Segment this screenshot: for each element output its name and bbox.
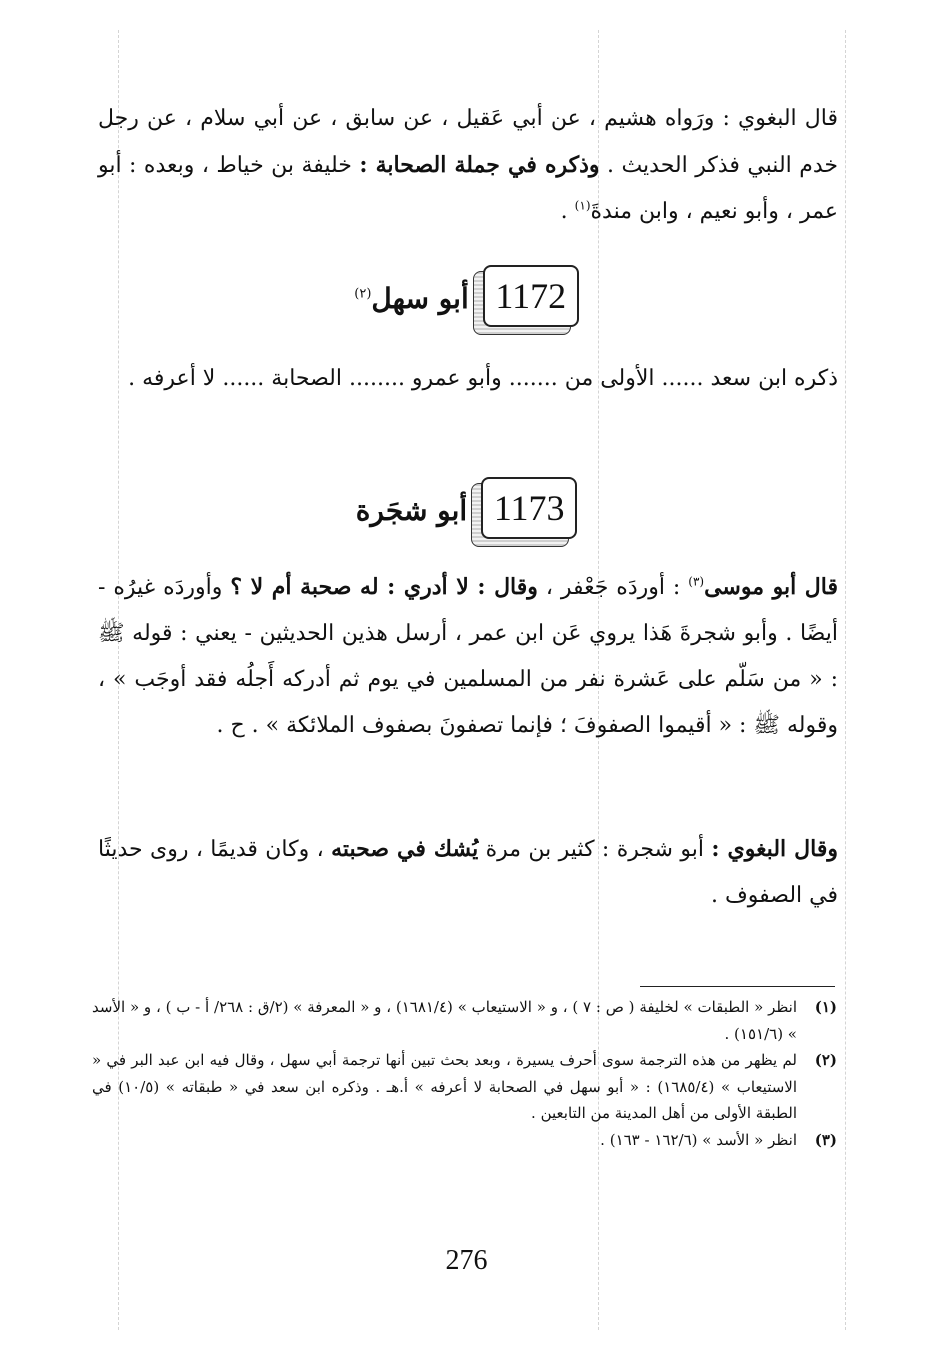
footnote-2 [92,1047,837,1127]
footnote-3 [92,1127,837,1154]
bold-phrase: قال أبو موسى [704,574,839,600]
footnote-ref: (٢) [354,286,372,302]
footnote-ref: (١) [574,198,591,213]
footnote-text: انظر « الطبقات » لخليفة ( ص : ٧ ) ، و « الاستيعاب » (١٦٨١/٤) ، و « المعرفة » (٢/ق : ٢٦٨/ أ - ب ) ، و « الأسد » (١٥١/٦) . [92,998,797,1043]
intro-paragraph: قال البغوي : ورَواه هشيم ، عن أبي عَقيل ، عن سابق ، عن أبي سلام ، عن رجل خدم النبي فذكر الحديث . وذكره في جملة الصحابة : خليفة بن خياط ، وبعده : أبو عمر ، وأبو نعيم ، وابن مندةَ$^{(١)}$ . [98,106,838,224]
bold-phrase: وقال : لا أدري : له صحبة أم لا ؟ [230,574,538,600]
entry-heading-1173 [0,470,933,550]
entry-number-box [481,477,577,543]
footnote-number: (٢) [814,1051,837,1069]
entry-1172-body: ذكره ابن سعد ...... الأولى من ....... وأبو عمرو ........ الصحابة ...... لا أعرفه . [128,366,838,391]
entry-heading-1172 [0,258,933,338]
footnote-1 [92,994,837,1047]
footnote-ref: (٣) [688,574,705,589]
footnote-number: (١) [814,998,837,1016]
footnotes [92,994,837,1153]
footnote-text: لم يظهر من هذه الترجمة سوى أحرف يسيرة ، وبعد بحث تبين أنها ترجمة أبي سهل ، وقال فيه ابن عبد البر في « الاستيعاب » (١٦٨٥/٤) : « أبو سهل في الصحابة لا أعرفه » أ.هـ . وذكره ابن سعد في « طبقاته » (١٠/٥) في الطبقة الأولى من أهل المدينة من التابعين . [92,1051,798,1122]
entry-title: أبو شجَرة [355,493,468,527]
footnote-separator [640,986,835,987]
entry-number-box [483,265,579,331]
entry-number: 1173 [481,477,577,539]
page-number: 276 [445,1245,488,1276]
bold-phrase: يُشك في صحبته [331,836,479,862]
entry-1173-paragraph-2: وقال البغوي : أبو شجرة : كثير بن مرة يُشك في صحبته ، وكان قديمًا ، روى حديثًا في الصفوف . [98,836,838,908]
footnote-number: (٣) [814,1130,837,1149]
entry-number: 1172 [483,265,579,327]
entry-1173-paragraph-1: قال أبو موسى$^{(٣)}$ : أوردَه جَعْفر ، وقال : لا أدري : له صحبة أم لا ؟ وأوردَه غيرُه - أيضًا . وأبو شجرةَ هَذا يروي عَن ابن عمر ، أرسل هذين الحديثين - يعني : قوله ﷺ : « من سَلّم على عَشرة نفر من المسلمين في يوم ثم أدركه أَجلُه فقد أوجَب » ، وقوله ﷺ : « أقيموا الصفوفَ ؛ فإنما تصفونَ بصفوف الملائكة » . ح . [98,574,839,738]
bold-phrase: وذكره في جملة الصحابة : [359,152,600,178]
scan-guide-line [845,30,846,1330]
bold-phrase: وقال البغوي : [711,836,838,862]
footnote-text: انظر « الأسد » (١٦٢/٦ - ١٦٣) . [600,1130,797,1149]
entry-title: أبو سهل$^{(٢)}$ [354,281,469,315]
